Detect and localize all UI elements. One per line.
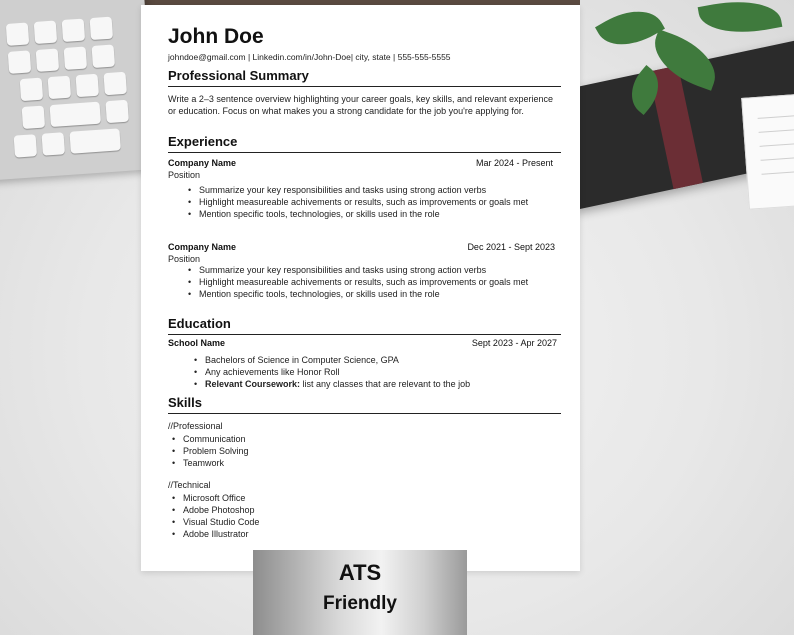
list-item: • Visual Studio Code xyxy=(169,516,369,528)
job-bullets xyxy=(185,184,545,220)
school-bullets xyxy=(191,354,551,390)
paper-note-decoration xyxy=(741,92,794,209)
experience-title: Experience xyxy=(168,134,561,153)
skills-title: Skills xyxy=(168,395,561,414)
company-name: Company Name xyxy=(168,158,237,168)
list-item: • Mention specific tools, technologies, or skills used in the role xyxy=(185,288,545,300)
badge-line-2: Friendly xyxy=(323,593,397,614)
coursework-label: Relevant Coursework: xyxy=(205,379,301,389)
list-item xyxy=(191,378,551,390)
education-title: Education xyxy=(168,316,561,335)
list-item: • Problem Solving xyxy=(169,445,369,457)
summary-text: Write a 2–3 sentence overview highlighting your career goals, key skills, and relevant experience or education. Focus on what makes you a strong candidate for the job you're applying for. xyxy=(168,94,554,116)
job-position: Position xyxy=(168,170,201,180)
summary-title: Professional Summary xyxy=(168,68,561,87)
list-item: • Any achievements like Honor Roll xyxy=(191,366,551,378)
list-item: • Microsoft Office xyxy=(169,492,369,504)
keyboard-decoration xyxy=(0,0,156,181)
school-header xyxy=(168,338,557,350)
company-name: Company Name xyxy=(168,242,237,252)
job-header xyxy=(168,242,555,254)
list-item: • Highlight measureable achivements or results, such as improvements or goals met xyxy=(185,276,545,288)
resume-page xyxy=(141,5,580,571)
list-item: • Adobe Photoshop xyxy=(169,504,369,516)
list-item: • Bachelors of Science in Computer Science, GPA xyxy=(191,354,551,366)
resume-name: John Doe xyxy=(168,25,264,48)
ats-friendly-badge xyxy=(253,550,467,635)
school-name: School Name xyxy=(168,338,226,348)
technical-skills-label: //Technical xyxy=(168,480,211,490)
list-item: • Communication xyxy=(169,433,369,445)
technical-skills-list xyxy=(169,492,369,540)
professional-skills-label: //Professional xyxy=(168,421,223,431)
job-bullets xyxy=(185,264,545,300)
list-item: • Summarize your key responsibilities and tasks using strong action verbs xyxy=(185,264,545,276)
list-item: • Highlight measureable achivements or results, such as improvements or goals met xyxy=(185,196,545,208)
badge-line-1: ATS xyxy=(338,560,382,585)
job-dates: Dec 2021 - Sept 2023 xyxy=(467,242,555,252)
professional-skills-list xyxy=(169,433,369,469)
list-item: • Summarize your key responsibilities and tasks using strong action verbs xyxy=(185,184,545,196)
job-dates: Mar 2024 - Present xyxy=(475,158,553,168)
list-item: • Teamwork xyxy=(169,457,369,469)
job-position: Position xyxy=(168,254,201,264)
list-item: • Mention specific tools, technologies, or skills used in the role xyxy=(185,208,545,220)
contact-line: johndoe@gmail.com | Linkedin.com/in/John-Doe| city, state | 555-555-5555 xyxy=(168,52,451,62)
school-dates: Sept 2023 - Apr 2027 xyxy=(471,338,557,348)
list-item: • Adobe Illustrator xyxy=(169,528,369,540)
coursework-text: list any classes that are relevant to the job xyxy=(300,379,471,389)
job-header xyxy=(168,158,553,170)
